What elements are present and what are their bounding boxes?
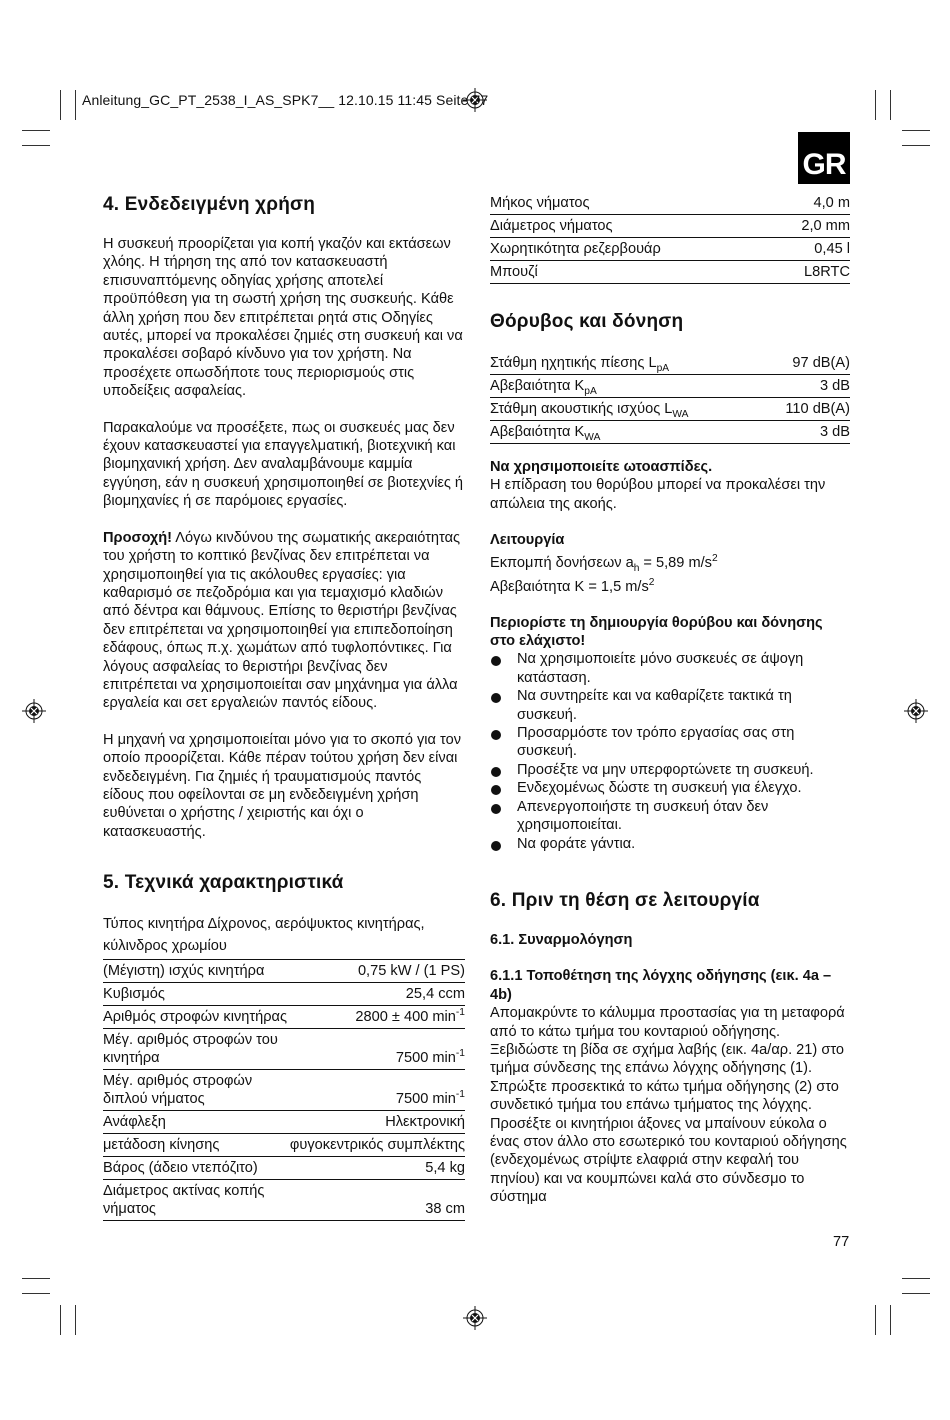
- spec-value: 0,45 l: [770, 238, 850, 261]
- spec-label: Αριθμός στροφών κινητήρας: [103, 1006, 290, 1029]
- section-6-text: Απομακρύντε το κάλυμμα προστασίας για τη μεταφορά από το κάτω τμήμα του κονταριού οδήγησης. Ξεβιδώστε τη βίδα σε σχήμα λαβής (εικ. 4a/αρ. 21) στο τμήμα σύνδεσης της επάνω λόγχης οδήγησης (1). Σπρώξτε προσεκτικά το κάτω τμήμα οδήγησης (2) στο συνδετικό τμήμα του επάνω τμήματος της λόγχης. Προσέξτε οι κινητήριοι άξονες να μπαίνουν εύκολα ο ένας στον άλλο στο εσωτερικό του κονταριού οδήγησης (ενδεχομένως στρίψτε ελαφριά στην κεφαλή του πηνίου) και να κουμπώνει καλά στο σύνδεσμο το σύστημα: [490, 1005, 847, 1206]
- page-number: 77: [833, 1234, 850, 1250]
- spec-label: Στάθμη ακουστικής ισχύος $L_{WA}$: [490, 398, 762, 421]
- spec-value: 4,0 m: [770, 192, 850, 215]
- list-item: Προσέξτε να μην υπερφορτώνετε τη συσκευή.: [490, 761, 850, 779]
- list-item: Να φοράτε γάντια.: [490, 835, 850, 853]
- table-row: [490, 238, 850, 261]
- list-item: Να χρησιμοποιείτε μόνο συσκευές σε άψογη κατάσταση.: [490, 650, 850, 687]
- ear-protection-text: Η επίδραση του θορύβου μπορεί να προκαλέσει την απώλεια της ακοής.: [490, 477, 826, 512]
- noise-tips-list: [490, 650, 850, 852]
- spec-label: Μήκος νήματος: [490, 192, 770, 215]
- table-row: [103, 1029, 465, 1070]
- section-4-warning: [103, 529, 465, 713]
- table-row: [490, 421, 850, 444]
- spec-value: Ηλεκτρονική: [290, 1111, 465, 1134]
- table-row: [490, 375, 850, 398]
- warning-text: Λόγω κινδύνου της σωματικής ακεραιότητας του χρήστη το κοπτικό βενζίνας δεν επιτρέπεται να χρησιμοποιηθεί για τις ακόλουθες εργασίες: για καθαρισμό σε πεζοδρόμια και για τεμαχισμό κλαδιών από δέντρα και θάμνους. Επίσης το θεριστήρι βενζίνας δεν επιτρέπεται να χρησιμοποιηθεί για επιπεδοποίηση εδάφους, όπως π.χ. χωμάτων από τυφλοπόντικες. Για λόγους ασφαλείας το θεριστήρι βενζίνας δεν επιτρέπεται να χρησιμοποιείται σαν μηχάνημα για άλλα εργαλεία και σετ εργαλειών παντός είδους.: [103, 529, 461, 712]
- spec-value: 2,0 mm: [770, 215, 850, 238]
- section-6-title: 6. Πριν τη θέση σε λειτουργία: [490, 889, 760, 911]
- noise-table: [490, 352, 850, 444]
- table-row: [103, 1006, 465, 1029]
- table-row: [103, 1111, 465, 1134]
- spec-label: Χωρητικότητα ρεζερβουάρ: [490, 238, 770, 261]
- spec-value: 110 dB(A): [762, 398, 850, 421]
- registration-mark-icon: [22, 699, 46, 723]
- spec-label: Βάρος (άδειο ντεπόζιτο): [103, 1157, 290, 1180]
- section-6-1-1-title: 6.1.1 Τοποθέτηση της λόγχης οδήγησης (εικ. 4a – 4b): [490, 968, 832, 1003]
- spec-value: 38 cm: [290, 1180, 465, 1221]
- spec-value: 7500 $\min^{-1}$: [290, 1029, 465, 1070]
- section-4-paragraph: Η συσκευή προορίζεται για κοπή γκαζόν και εκτάσεων χλόης. Η τήρηση της από τον κατασκευαστή επισυναπτόμενης οδηγίας χρήσης αποτελεί προϋπόθεση για τη σωστή χρήση της συσκευής. Κάθε άλλη χρήση που δεν επιτρέπεται ρητά στις Οδηγίες αυτές, μπορεί να προκαλέσει ζημιές στη συσκευή και να προκαλέσει σοβαρό κίνδυνο για τον χρήστη. Να προσέχετε οπωσδήποτε τους περιορισμούς στις υποδείξεις ασφαλείας.: [103, 236, 463, 400]
- spec-label: Αβεβαιότητα $K_{WA}$: [490, 421, 762, 444]
- spec-value: 3 dB: [762, 375, 850, 398]
- spec-label: (Μέγιστη) ισχύς κινητήρα: [103, 960, 290, 983]
- spec-label: μετάδοση κίνησης: [103, 1134, 290, 1157]
- section-5-title: 5. Τεχνικά χαρακτηριστικά: [103, 872, 344, 894]
- table-row: [490, 261, 850, 284]
- section-4-title: 4. Ενδεδειγμένη χρήση: [103, 194, 316, 215]
- spec-label: Κυβισμός: [103, 983, 290, 1006]
- table-row: [103, 960, 465, 983]
- file-slug: Anleitung_GC_PT_2538_I_AS_SPK7__ 12.10.15 11:45 Seite 77: [82, 92, 489, 108]
- spec-value: φυγοκεντρικός συμπλέκτης: [290, 1134, 465, 1157]
- left-column: [103, 193, 465, 1221]
- spec-label: Διάμετρος νήματος: [490, 215, 770, 238]
- spec-label: Μέγ. αριθμός στροφών διπλού νήματος: [103, 1070, 290, 1111]
- list-item: Να συντηρείτε και να καθαρίζετε τακτικά τη συσκευή.: [490, 687, 850, 724]
- registration-mark-icon: [904, 699, 928, 723]
- specs-table: [103, 959, 465, 1221]
- spec-label: Μπουζί: [490, 261, 770, 284]
- warning-label: Προσοχή!: [103, 529, 173, 546]
- spec-value: L8RTC: [770, 261, 850, 284]
- vibration-emission: Εκπομπή δονήσεων $a_h = 5,89$ $m/s^2$: [490, 552, 718, 574]
- table-row: [490, 352, 850, 375]
- spec-label: Διάμετρος ακτίνας κοπής νήματος: [103, 1180, 290, 1221]
- spec-label: Αβεβαιότητα $K_{pA}$: [490, 375, 762, 398]
- spec-value: 3 dB: [762, 421, 850, 444]
- spec-label: Στάθμη ηχητικής πίεσης $L_{pA}$: [490, 352, 762, 375]
- table-row: [490, 192, 850, 215]
- list-item: Προσαρμόστε τον τρόπο εργασίας σας στη συσκευή.: [490, 724, 850, 761]
- table-row: [490, 398, 850, 421]
- table-row: [103, 1157, 465, 1180]
- specs-table-continued: [490, 192, 850, 284]
- noise-title: Θόρυβος και δόνηση: [490, 311, 684, 332]
- table-row: [103, 1180, 465, 1221]
- spec-value: 5,4 kg: [290, 1157, 465, 1180]
- spec-value: 7500 $\min^{-1}$: [290, 1070, 465, 1111]
- spec-value: 2800 ± 400 $\min^{-1}$: [290, 1006, 465, 1029]
- spec-value: 0,75 kW / (1 PS): [290, 960, 465, 983]
- table-row: [103, 1070, 465, 1111]
- table-row: [103, 1134, 465, 1157]
- section-4-paragraph: Η μηχανή να χρησιμοποιείται μόνο για το σκοπό για τον οποίο προορίζεται. Κάθε πέραν τούτου χρήση δεν είναι ενδεδειγμένη. Για ζημιές ή τραυματισμούς παντός είδους που οφείλονται σε μη ενδεδειγμένη χρήση ευθύνεται ο χρήστης / χειριστής και όχι ο κατασκευαστής.: [103, 731, 462, 840]
- table-row: [103, 983, 465, 1006]
- list-item: Απενεργοποιήστε τη συσκευή όταν δεν χρησιμοποιείται.: [490, 798, 850, 835]
- operation-title: Λειτουργία: [490, 532, 565, 549]
- section-4-paragraph: Παρακαλούμε να προσέξετε, πως οι συσκευές μας δεν έχουν κατασκευαστεί για επαγγελματική, βιοτεχνική και βιομηχανική χρήση. Δεν αναλαμβάνουμε καμμία εγγύηση, εάν η συσκευή χρησιμοποιηθεί σε βιοτεχνίες ή βιομηχανίες ή σε παρόμοιες εργασίες.: [103, 419, 464, 510]
- spec-value: 97 dB(A): [762, 352, 850, 375]
- ear-protection-title: Να χρησιμοποιείτε ωτοασπίδες.: [490, 459, 713, 475]
- section-6-1-title: 6.1. Συναρμολόγηση: [490, 931, 633, 948]
- right-column: [490, 192, 850, 1207]
- registration-mark-icon: [463, 1306, 487, 1330]
- spec-label: Ανάφλεξη: [103, 1111, 290, 1134]
- spec-value: 25,4 ccm: [290, 983, 465, 1006]
- engine-type: Τύπος κινητήρα Δίχρονος, αερόψυκτος κινητήρας, κύλινδρος χρωμίου: [103, 916, 425, 955]
- list-item: Ενδεχομένως δώστε τη συσκευή για έλεγχο.: [490, 779, 850, 797]
- vibration-uncertainty: Αβεβαιότητα K = 1,5 $m/s^2$: [490, 576, 655, 595]
- table-row: [490, 215, 850, 238]
- language-tab: GR: [798, 132, 850, 184]
- spec-label: Μέγ. αριθμός στροφών του κινητήρα: [103, 1029, 290, 1070]
- limit-noise-title: Περιορίστε τη δημιουργία θορύβου και δόνησης στο ελάχιστο!: [490, 614, 823, 650]
